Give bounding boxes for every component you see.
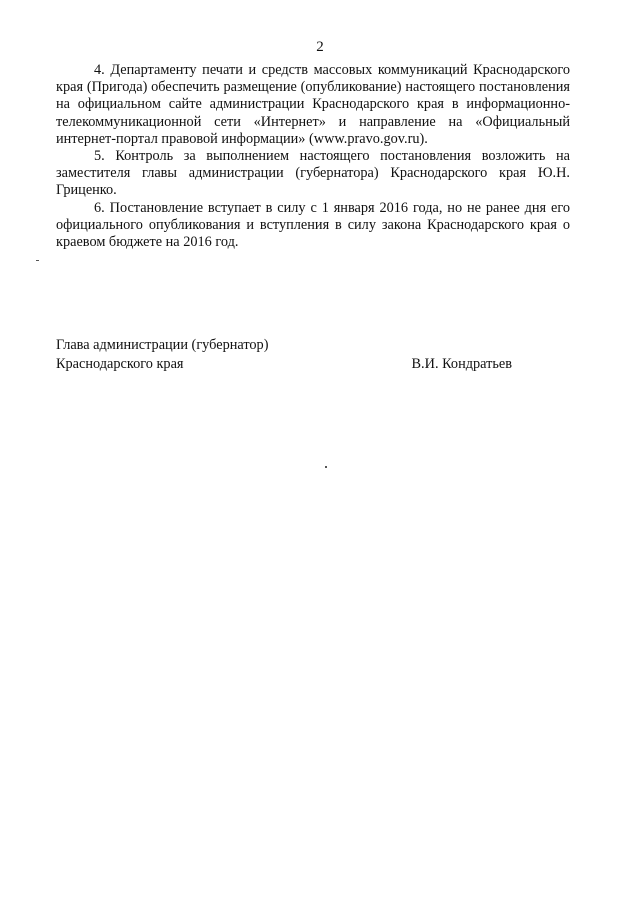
- scan-speck: [36, 260, 39, 261]
- paragraph-4: 4. Департаменту печати и средств массовых коммуникаций Краснодарского края (Пригода) обеспечить размещение (опубликование) настоящего постановления на официальном сайте администрации Краснодарского края в информационно-телекоммуникационной сети «Интернет» и направление на «Официальный интернет-портал правовой информации» (www.pravo.gov.ru).: [56, 62, 570, 147]
- paragraph-5: 5. Контроль за выполнением настоящего постановления возложить на заместителя главы администрации (губернатора) Краснодарского края Ю.Н. Гриценко.: [56, 148, 570, 199]
- signature-row: [56, 355, 570, 374]
- document-body: [56, 62, 570, 251]
- signatory-title-line2: Краснодарского края: [56, 355, 184, 372]
- page-number: 2: [316, 39, 324, 55]
- signatory-title-line1: Глава администрации (губернатор): [56, 337, 269, 353]
- signature-block: [56, 336, 570, 373]
- scan-speck: [325, 466, 327, 468]
- paragraph-6: 6. Постановление вступает в силу с 1 января 2016 года, но не ранее дня его официального опубликования и вступления в силу закона Краснодарского края о краевом бюджете на 2016 год.: [56, 199, 570, 251]
- signatory-name: В.И. Кондратьев: [411, 355, 512, 372]
